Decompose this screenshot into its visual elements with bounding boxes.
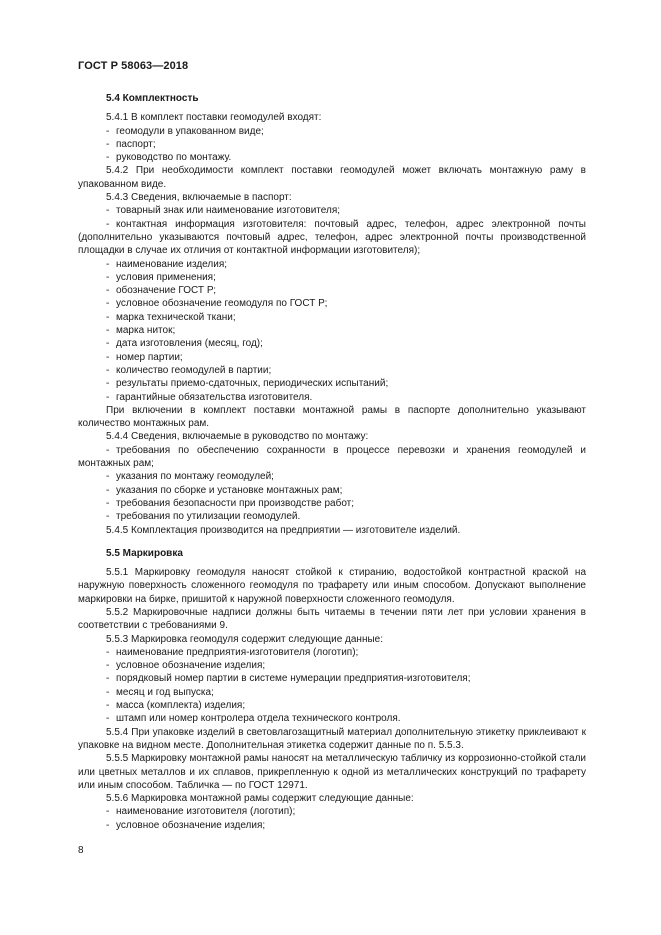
page-number: 8 bbox=[78, 845, 84, 856]
list-dash: - bbox=[106, 471, 110, 483]
list-item-text: контактная информация изготовителя: почтовый адрес, телефон, адрес электронной почты (дополнительно указываются почтовый адрес, телефон, адрес электронной почты производственной площадки в случае их отличия от контактной информации изготовителя); bbox=[78, 218, 586, 257]
list-item-text: марка технической ткани; bbox=[116, 311, 236, 323]
list-dash: - bbox=[106, 444, 110, 456]
list-item bbox=[78, 337, 586, 350]
paragraph: 5.5.6 Маркировка монтажной рамы содержит следующие данные: bbox=[106, 793, 414, 805]
list-item-text: условное обозначение изделия; bbox=[116, 819, 266, 831]
paragraph: 5.5.2 Маркировочные надписи должны быть читаемы в течении пяти лет при условии хранения в соответствии с требованиями 9. bbox=[78, 606, 586, 632]
list-item-text: требования по обеспечению сохранности в процессе перевозки и хранения геомодулей и монтажных рам; bbox=[78, 444, 586, 470]
list-item-text: дата изготовления (месяц, год); bbox=[116, 338, 263, 350]
list-item bbox=[78, 351, 586, 364]
list-item-text: результаты приемо-сдаточных, периодических испытаний; bbox=[116, 378, 389, 390]
list-item bbox=[78, 444, 586, 471]
list-item bbox=[78, 659, 586, 672]
list-item-text: требования безопасности при производстве работ; bbox=[116, 497, 355, 509]
list-item-text: условное обозначение геомодуля по ГОСТ Р; bbox=[116, 298, 328, 310]
list-item-text: геомодули в упакованном виде; bbox=[116, 125, 264, 137]
paragraph: 5.4.2 При необходимости комплект поставки геомодулей может включать монтажную раму в упакованном виде. bbox=[78, 165, 586, 190]
list-item-text: обозначение ГОСТ Р; bbox=[116, 285, 217, 297]
list-dash: - bbox=[106, 391, 110, 403]
list-item-text: требования по утилизации геомодулей. bbox=[116, 511, 301, 523]
list-dash: - bbox=[106, 298, 110, 310]
list-item bbox=[78, 297, 586, 310]
list-item-text: гарантийные обязательства изготовителя. bbox=[116, 391, 313, 403]
list-item-text: товарный знак или наименование изготовителя; bbox=[116, 205, 341, 217]
list-dash: - bbox=[106, 819, 110, 831]
list-dash: - bbox=[106, 378, 110, 390]
paragraph: 5.5.4 При упаковке изделий в световлагозащитный материал дополнительную этикетку приклеивают к упаковке на видном месте. Дополнительная этикетка содержит данные по п. 5.5.3. bbox=[78, 726, 586, 751]
paragraph: 5.4.4 Сведения, включаемые в руководство по монтажу: bbox=[106, 431, 369, 443]
list-item bbox=[78, 497, 586, 510]
list-item bbox=[78, 125, 586, 138]
list-dash: - bbox=[106, 673, 110, 685]
list-item bbox=[78, 699, 586, 712]
list-dash: - bbox=[106, 497, 110, 509]
list-item bbox=[78, 672, 586, 685]
list-item-text: масса (комплекта) изделия; bbox=[116, 700, 246, 712]
list-item-text: марка ниток; bbox=[116, 325, 176, 337]
list-item-text: штамп или номер контролера отдела технического контроля. bbox=[116, 713, 401, 725]
paragraph: 5.5.3 Маркировка геомодуля содержит следующие данные: bbox=[106, 633, 384, 645]
paragraph: 5.5.1 Маркировку геомодуля наносят стойкой к стиранию, водостойкой контрастной краской на наружную поверхность сложенного геомодуля по трафарету или иным способом. Допускают выполнение маркировки на бирке, пришитой к наружной поверхности сложенного геомодуля. bbox=[78, 567, 586, 605]
list-item-text: условное обозначение изделия; bbox=[116, 660, 266, 672]
list-item-text: паспорт; bbox=[116, 138, 156, 150]
list-dash: - bbox=[106, 484, 110, 496]
paragraph: 5.4.3 Сведения, включаемые в паспорт: bbox=[106, 192, 292, 204]
list-item-text: условия применения; bbox=[116, 271, 216, 283]
section-heading: 5.5 Маркировка bbox=[106, 547, 183, 559]
list-dash: - bbox=[106, 700, 110, 712]
paragraph: 5.5.5 Маркировку монтажной рамы наносят на металлическую табличку из коррозионно-стойкой стали или цветных металлов и их сплавов, прикрепленную к одной из металлических конструкций по трафарету или иным способом. Табличка — по ГОСТ 12971. bbox=[78, 753, 586, 791]
list-item bbox=[78, 151, 586, 164]
document-body bbox=[78, 92, 586, 832]
section-heading: 5.4 Комплектность bbox=[106, 93, 199, 104]
paragraph: 5.4.1 В комплект поставки геомодулей входят: bbox=[106, 112, 322, 124]
list-dash: - bbox=[106, 686, 110, 698]
list-dash: - bbox=[106, 364, 110, 376]
list-item-text: указания по сборке и установке монтажных рам; bbox=[116, 484, 343, 496]
list-item bbox=[78, 805, 586, 818]
list-item-text: указания по монтажу геомодулей; bbox=[116, 471, 274, 483]
list-dash: - bbox=[106, 311, 110, 323]
list-dash: - bbox=[106, 205, 110, 217]
list-item bbox=[78, 138, 586, 151]
list-item-text: наименование изделия; bbox=[116, 258, 228, 270]
list-item bbox=[78, 204, 586, 217]
list-item bbox=[78, 271, 586, 284]
list-dash: - bbox=[106, 713, 110, 725]
standard-header: ГОСТ Р 58063—2018 bbox=[78, 60, 189, 72]
list-item bbox=[78, 311, 586, 324]
list-item bbox=[78, 470, 586, 483]
list-dash: - bbox=[106, 511, 110, 523]
list-item bbox=[78, 510, 586, 523]
list-dash: - bbox=[106, 218, 110, 230]
list-item bbox=[78, 258, 586, 271]
list-item bbox=[78, 646, 586, 659]
list-item-text: месяц и год выпуска; bbox=[116, 686, 214, 698]
list-dash: - bbox=[106, 646, 110, 658]
list-item bbox=[78, 284, 586, 297]
list-item bbox=[78, 712, 586, 725]
list-dash: - bbox=[106, 125, 110, 137]
list-item bbox=[78, 218, 586, 258]
list-item bbox=[78, 686, 586, 699]
list-item bbox=[78, 364, 586, 377]
list-dash: - bbox=[106, 806, 110, 818]
list-item-text: наименование изготовителя (логотип); bbox=[116, 806, 296, 818]
list-dash: - bbox=[106, 138, 110, 150]
list-item bbox=[78, 377, 586, 390]
list-dash: - bbox=[106, 325, 110, 337]
paragraph: 5.4.5 Комплектация производится на предприятии — изготовителе изделий. bbox=[106, 524, 461, 536]
list-item-text: порядковый номер партии в системе нумерации предприятия-изготовителя; bbox=[116, 673, 471, 685]
list-item bbox=[78, 484, 586, 497]
list-dash: - bbox=[106, 152, 110, 164]
list-item-text: наименование предприятия-изготовителя (логотип); bbox=[116, 646, 359, 658]
list-item-text: номер партии; bbox=[116, 351, 183, 363]
list-dash: - bbox=[106, 660, 110, 672]
list-dash: - bbox=[106, 271, 110, 283]
list-item bbox=[78, 391, 586, 404]
paragraph: При включении в комплект поставки монтажной рамы в паспорте дополнительно указывают количество монтажных рам. bbox=[78, 404, 586, 430]
list-item-text: руководство по монтажу. bbox=[116, 152, 232, 164]
list-dash: - bbox=[106, 258, 110, 270]
list-item bbox=[78, 819, 586, 832]
list-dash: - bbox=[106, 338, 110, 350]
list-dash: - bbox=[106, 285, 110, 297]
list-item bbox=[78, 324, 586, 337]
list-dash: - bbox=[106, 351, 110, 363]
list-item-text: количество геомодулей в партии; bbox=[116, 364, 272, 376]
